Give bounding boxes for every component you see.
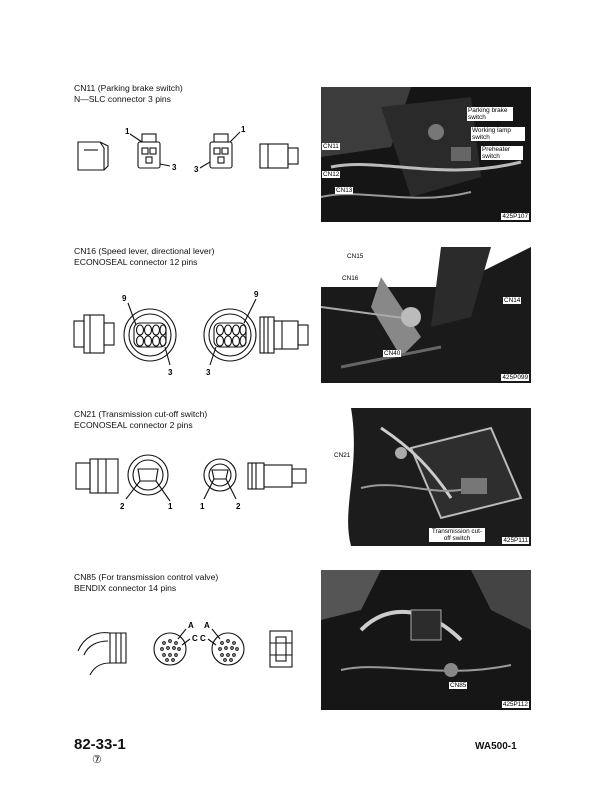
section-title-cn21: [74, 409, 207, 431]
cn11-photo: [321, 87, 531, 222]
photo-label: Preheater switch: [481, 146, 523, 160]
cn21-pin-label: 1: [168, 502, 173, 511]
cn85-pin-label: A: [188, 621, 194, 630]
cn16-connector-drawing: [70, 285, 320, 380]
cn21-pin-label: 2: [236, 502, 241, 511]
cn11-subtitle: N—SLC connector 3 pins: [74, 94, 171, 104]
photo-code: 425P107: [502, 213, 528, 220]
cn11-pin-label: 1: [241, 125, 246, 134]
section-title-cn16: [74, 246, 214, 268]
cn85-connector-drawing: [70, 615, 320, 680]
photo-label: CN13: [336, 187, 353, 194]
photo-code: 425P099: [502, 374, 528, 381]
photo-code: 425P112: [502, 701, 528, 708]
cn16-subtitle: ECONOSEAL connector 12 pins: [74, 257, 198, 267]
section-title-cn85: [74, 572, 218, 594]
cn16-pin-label: 9: [254, 290, 259, 299]
photo-label: CN11: [323, 143, 339, 150]
cn85-pin-label: C: [192, 634, 198, 643]
cn21-title: CN21 (Transmission cut-off switch): [74, 409, 208, 419]
cn16-pin-label: 3: [206, 368, 211, 377]
cn21-photo: [321, 408, 531, 546]
photo-label: CN40: [384, 350, 401, 357]
cn85-pin-label: A: [204, 621, 210, 630]
photo-label: CN85: [450, 682, 467, 689]
cn11-pin-label: 1: [125, 127, 130, 136]
cn16-pin-label: 3: [168, 368, 173, 377]
photo-label: CN12: [323, 171, 340, 178]
photo-label: CN14: [504, 297, 521, 304]
revision-mark: ⑦: [92, 754, 102, 766]
page-number: 82-33-1: [74, 736, 126, 753]
cn85-photo: [321, 570, 531, 710]
cn16-pin-label: 9: [122, 294, 127, 303]
cn85-subtitle: BENDIX connector 14 pins: [74, 583, 177, 593]
cn21-connector-drawing: [70, 445, 320, 515]
cn85-title: CN85 (For transmission control valve): [74, 572, 219, 582]
cn85-pin-label: C: [200, 634, 206, 643]
photo-label: Transmission cut-off switch: [429, 528, 485, 542]
cn11-pin-label: 3: [172, 163, 177, 172]
photo-label: CN21: [334, 452, 351, 459]
photo-label: Working lamp switch: [471, 127, 525, 141]
photo-illustration: [321, 570, 531, 710]
cn11-connector-drawing: [70, 120, 310, 190]
cn16-title: CN16 (Speed lever, directional lever): [74, 246, 215, 256]
cn11-title: CN11 (Parking brake switch): [74, 83, 183, 93]
photo-illustration: [321, 247, 531, 383]
cn21-pin-label: 1: [200, 502, 205, 511]
section-title-cn11: [74, 83, 183, 105]
photo-illustration: [321, 408, 531, 546]
photo-label: CN16: [342, 275, 359, 282]
photo-label: CN15: [347, 253, 364, 260]
photo-label: Parking brake switch: [467, 107, 513, 121]
cn16-photo: [321, 247, 531, 383]
cn11-pin-label: 3: [194, 165, 199, 174]
model-number: WA500-1: [475, 741, 517, 752]
cn21-subtitle: ECONOSEAL connector 2 pins: [74, 420, 193, 430]
photo-code: 425P111: [503, 537, 528, 544]
cn21-pin-label: 2: [120, 502, 125, 511]
